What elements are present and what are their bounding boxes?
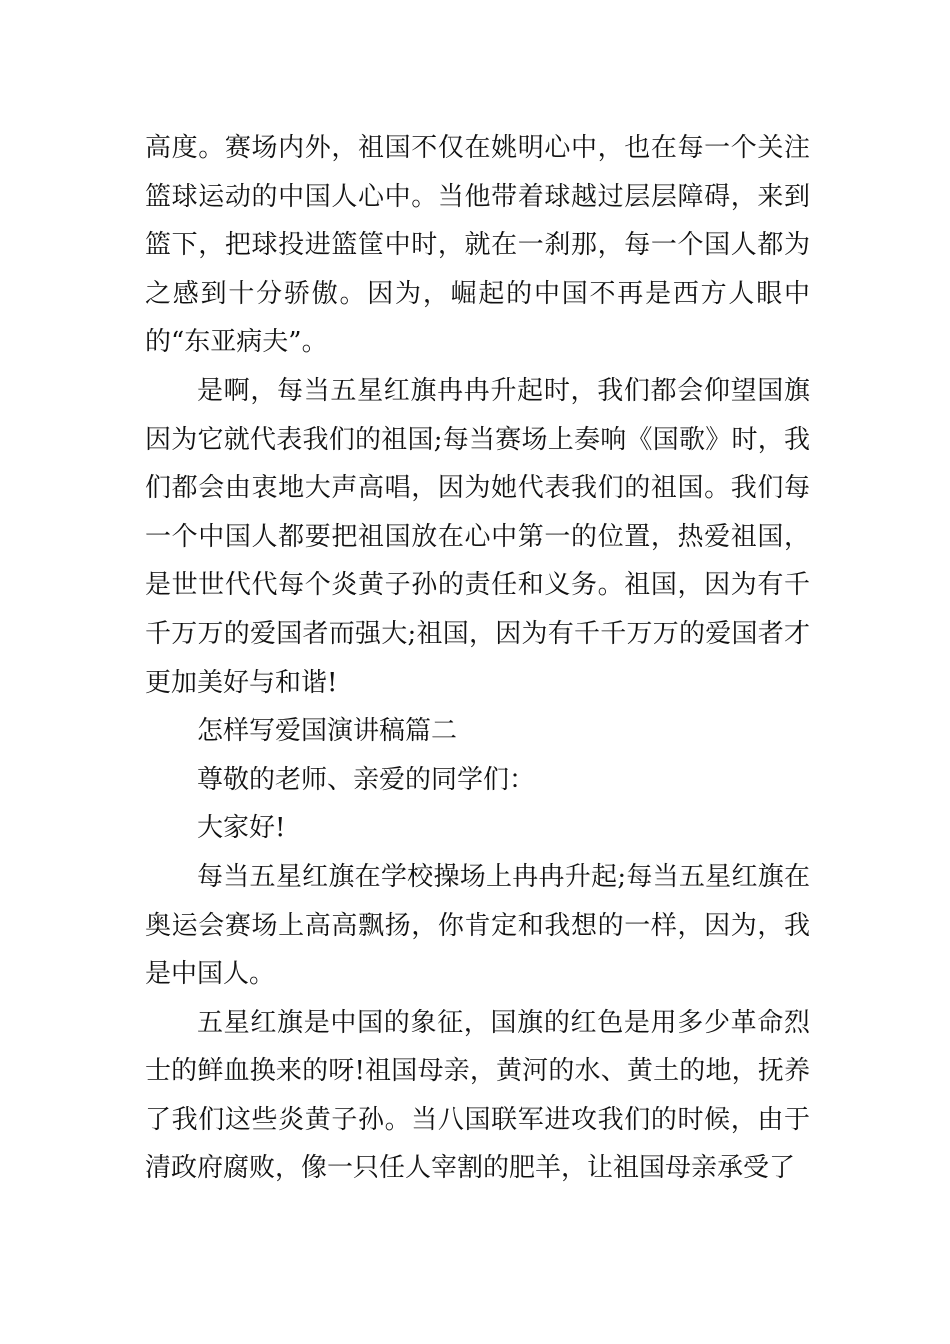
paragraph-continuation: 高度。赛场内外，祖国不仅在姚明心中，也在每一个关注篮球运动的中国人心中。当他带着球越过层层障碍，来到篮下，把球投进篮筐中时，就在一刹那，每一个国人都为之感到十分骄傲。因为，崛起的中国不再是西方人眼中的“东亚病夫”。 bbox=[145, 133, 810, 358]
salutation: 尊敬的老师、亲爱的同学们： bbox=[197, 764, 536, 795]
paragraph-flag-symbol: 五星红旗是中国的象征，国旗的红色是用多少革命烈士的鲜血换来的呀!祖国母亲，黄河的水、黄土的地，抚养了我们这些炎黄子孙。当八国联军进攻我们的时候，由于清政府腐败，像一只任人宰割的肥羊，让祖国母亲承受了 bbox=[145, 1007, 810, 1184]
greeting: 大家好! bbox=[197, 813, 286, 844]
paragraph-flag-raising: 每当五星红旗在学校操场上冉冉升起;每当五星红旗在奥运会赛场上高高飘扬，你肯定和我想的一样，因为，我是中国人。 bbox=[145, 861, 810, 990]
document-body bbox=[145, 124, 810, 1193]
paragraph-national-flag: 是啊，每当五星红旗冉冉升起时，我们都会仰望国旗因为它就代表我们的祖国;每当赛场上奏响《国歌》时，我们都会由衷地大声高唱，因为她代表我们的祖国。我们每一个中国人都要把祖国放在心中第一的位置，热爱祖国，是世世代代每个炎黄子孙的责任和义务。祖国，因为有千千万万的爱国者而强大;祖国，因为有千千万万的爱国者才更加美好与和谐! bbox=[145, 375, 810, 698]
section-heading: 怎样写爱国演讲稿篇二 bbox=[197, 716, 458, 747]
